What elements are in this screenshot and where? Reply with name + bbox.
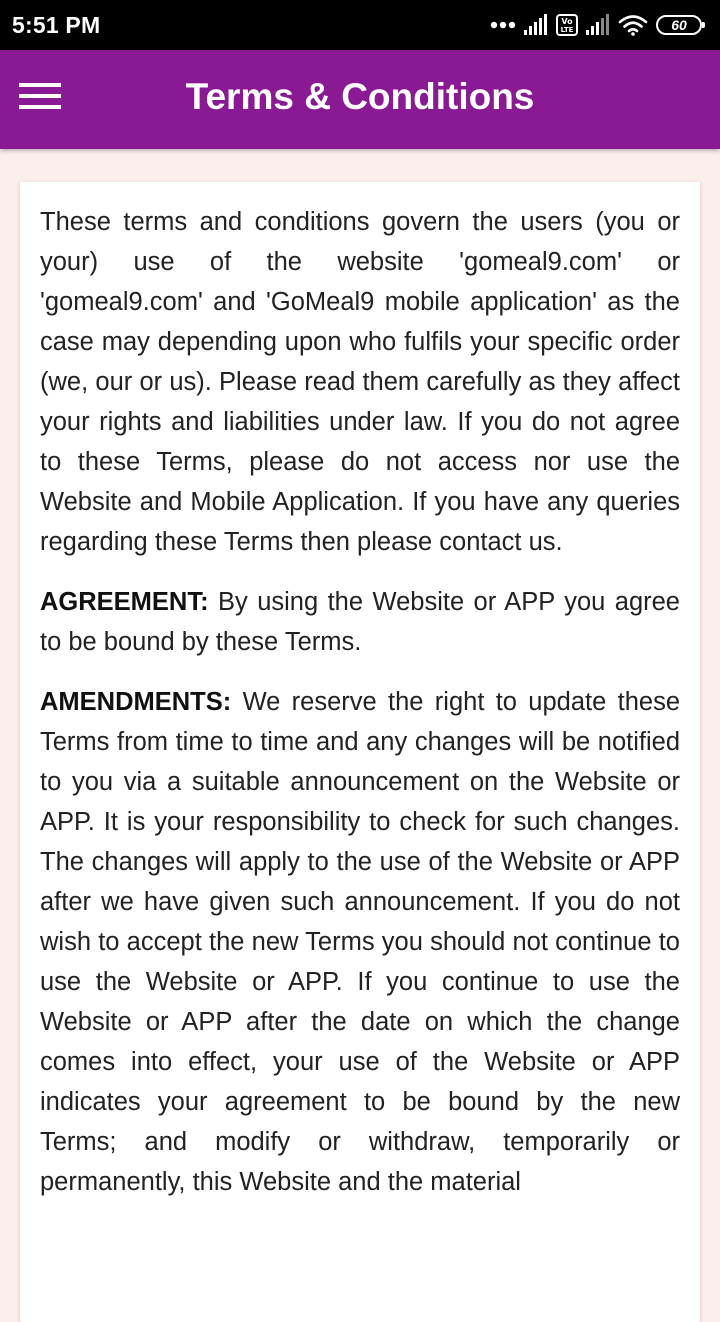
page-title: Terms & Conditions [185,76,535,117]
status-time: 5:51 PM [12,11,101,38]
battery-level: 60 [671,17,687,33]
amendments-paragraph [40,682,680,1202]
agreement-heading: AGREEMENT: [40,588,209,616]
agreement-text: By using the Website or APP you agree to be bound by these Terms. [40,588,680,656]
battery-icon [656,15,702,35]
wifi-icon [618,14,648,36]
svg-text:Vo: Vo [561,17,573,26]
amendments-text: We reserve the right to update these Terms from time to time and any changes will be notified to you via a suitable announcement on the Website or APP. It is your responsibility to check for such changes. The changes will apply to the use of the Website or APP after we have given such announcement. If you do not wish to accept the new Terms you should not continue to use the Website or APP. If you continue to use the Website or APP after the date on which the change comes into effect, your use of the Website or APP indicates your agreement to be bound by the new Terms; and modify or withdraw, temporarily or permanently, this Website and the material [40,688,680,1196]
app-bar [0,50,720,149]
status-bar [0,0,720,50]
more-dots-icon [490,20,516,30]
terms-intro-paragraph: These terms and conditions govern the users (you or your) use of the website 'gomeal9.com' or 'gomeal9.com' and 'GoMeal9 mobile application' as the case may depending upon who fulfils your specific order (we, our or us). Please read them carefully as they affect your rights and liabilities under law. If you do not agree to these Terms, please do not access nor use the Website and Mobile Application. If you have any queries regarding these Terms then please contact us. [40,208,680,556]
amendments-heading: AMENDMENTS: [40,688,232,716]
svg-text:LTE: LTE [560,26,574,34]
signal-strength-2-icon [586,14,610,36]
agreement-paragraph [40,582,680,662]
status-icons [490,14,702,36]
signal-strength-icon [524,14,548,36]
terms-content-card[interactable] [20,182,700,1322]
volte-icon [556,14,578,36]
